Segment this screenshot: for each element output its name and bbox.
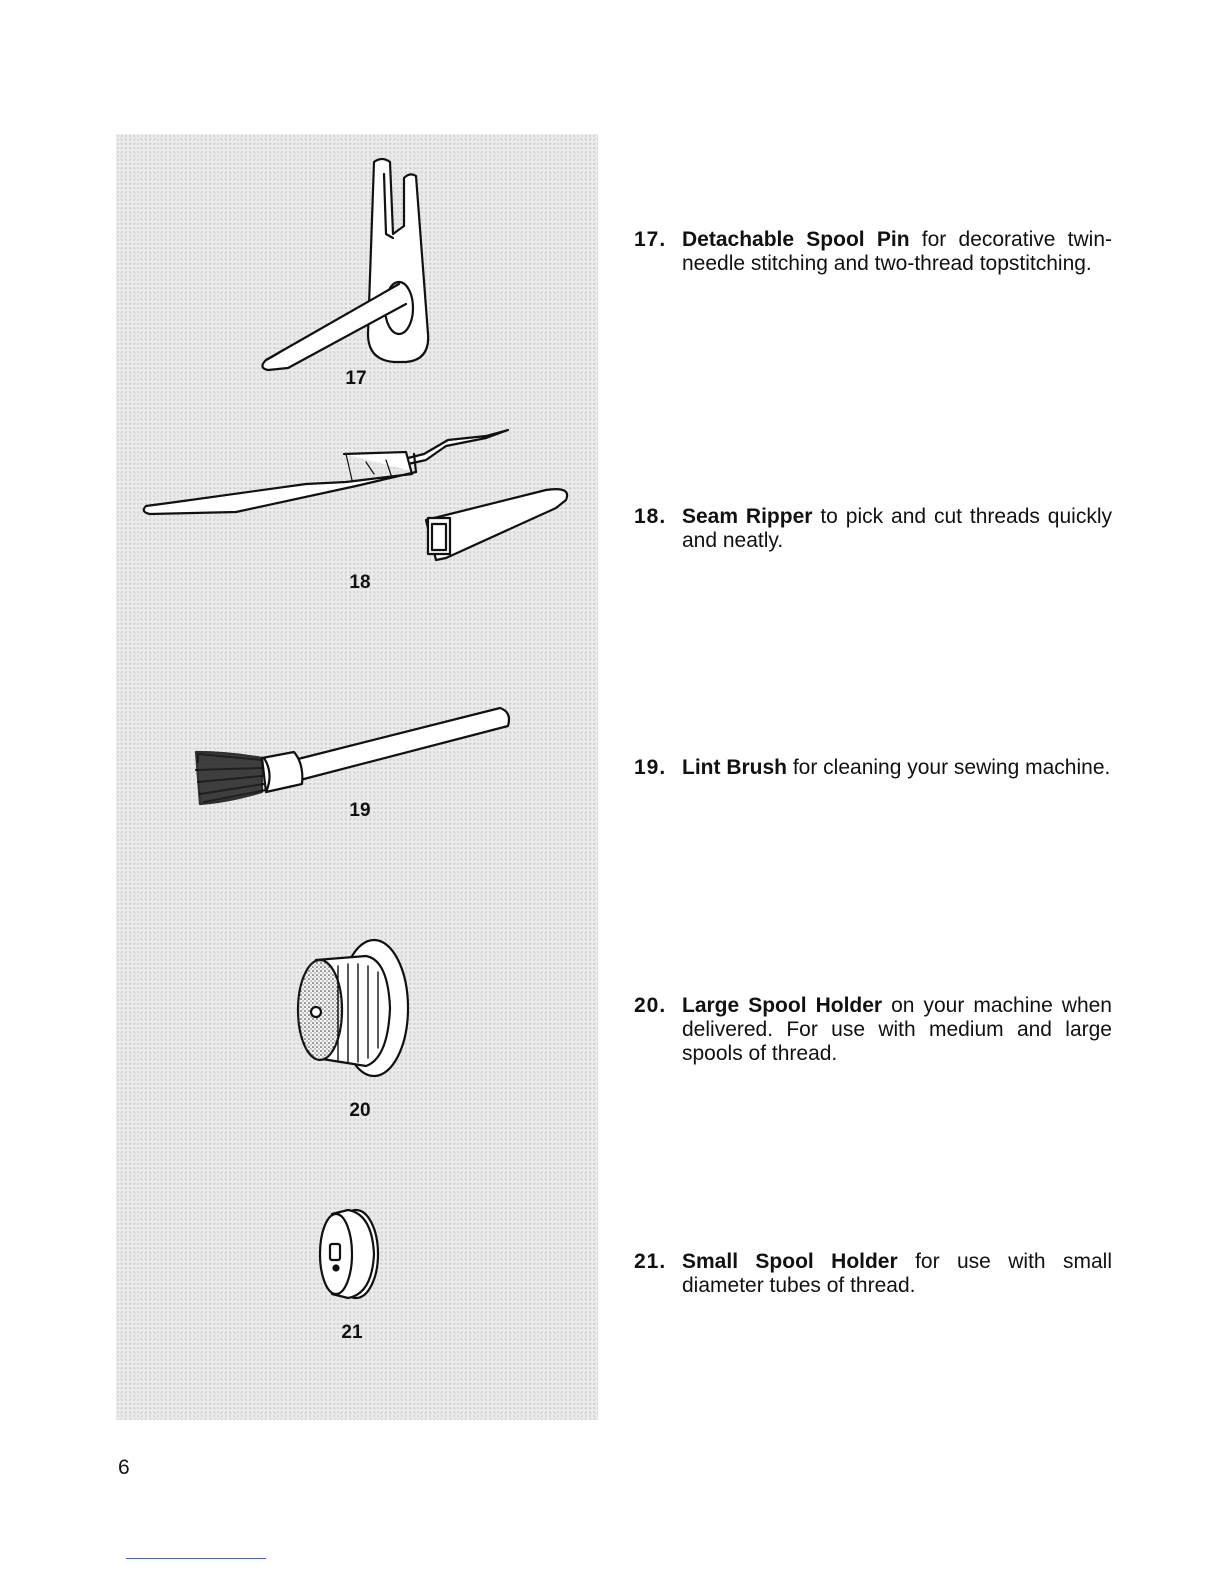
item-number: 20.: [634, 994, 667, 1017]
lint-brush-icon: [196, 708, 509, 804]
item-text: [682, 505, 1112, 553]
item-text: [682, 228, 1112, 276]
item-description: for use with small diameter tubes of thread.: [682, 1250, 1112, 1297]
figure-label-21: 21: [341, 1322, 363, 1343]
accessory-item-20: [634, 994, 1112, 1066]
accessory-item-19: [634, 756, 1112, 780]
small-spool-holder-icon: [320, 1210, 378, 1298]
accessory-item-18: [634, 505, 1112, 553]
item-term: Small Spool Holder: [682, 1250, 898, 1273]
accessory-item-17: [634, 228, 1112, 276]
item-term: Seam Ripper: [682, 505, 813, 528]
figure-label-19: 19: [349, 800, 371, 821]
figure-label-20: 20: [349, 1100, 371, 1121]
item-number: 19.: [634, 756, 667, 779]
item-text: [682, 756, 1112, 780]
item-description: for cleaning your sewing machine.: [787, 756, 1111, 779]
item-number: 17.: [634, 228, 667, 251]
item-number: 21.: [634, 1250, 667, 1273]
item-text: [682, 994, 1112, 1066]
page-number: 6: [118, 1456, 130, 1479]
item-description: for decorative twin-needle stitching and two-thread topstitching.: [682, 228, 1112, 275]
item-number: 18.: [634, 505, 667, 528]
footer-rule: [126, 1558, 266, 1559]
item-term: Large Spool Holder: [682, 994, 883, 1017]
item-term: Detachable Spool Pin: [682, 228, 910, 251]
spool-pin-icon: [262, 159, 428, 370]
accessory-illustrations: [116, 134, 598, 1420]
item-description: to pick and cut threads quickly and neatly.: [682, 505, 1112, 552]
large-spool-holder-icon: [298, 940, 408, 1076]
seam-ripper-icon: [144, 430, 567, 560]
item-text: [682, 1250, 1112, 1298]
item-description: on your machine when delivered. For use with medium and large spools of thread.: [682, 994, 1112, 1065]
figure-label-17: 17: [345, 368, 367, 389]
item-term: Lint Brush: [682, 756, 787, 779]
figure-label-18: 18: [349, 572, 371, 593]
accessory-item-21: [634, 1250, 1112, 1298]
illustration-panel: [116, 134, 598, 1420]
